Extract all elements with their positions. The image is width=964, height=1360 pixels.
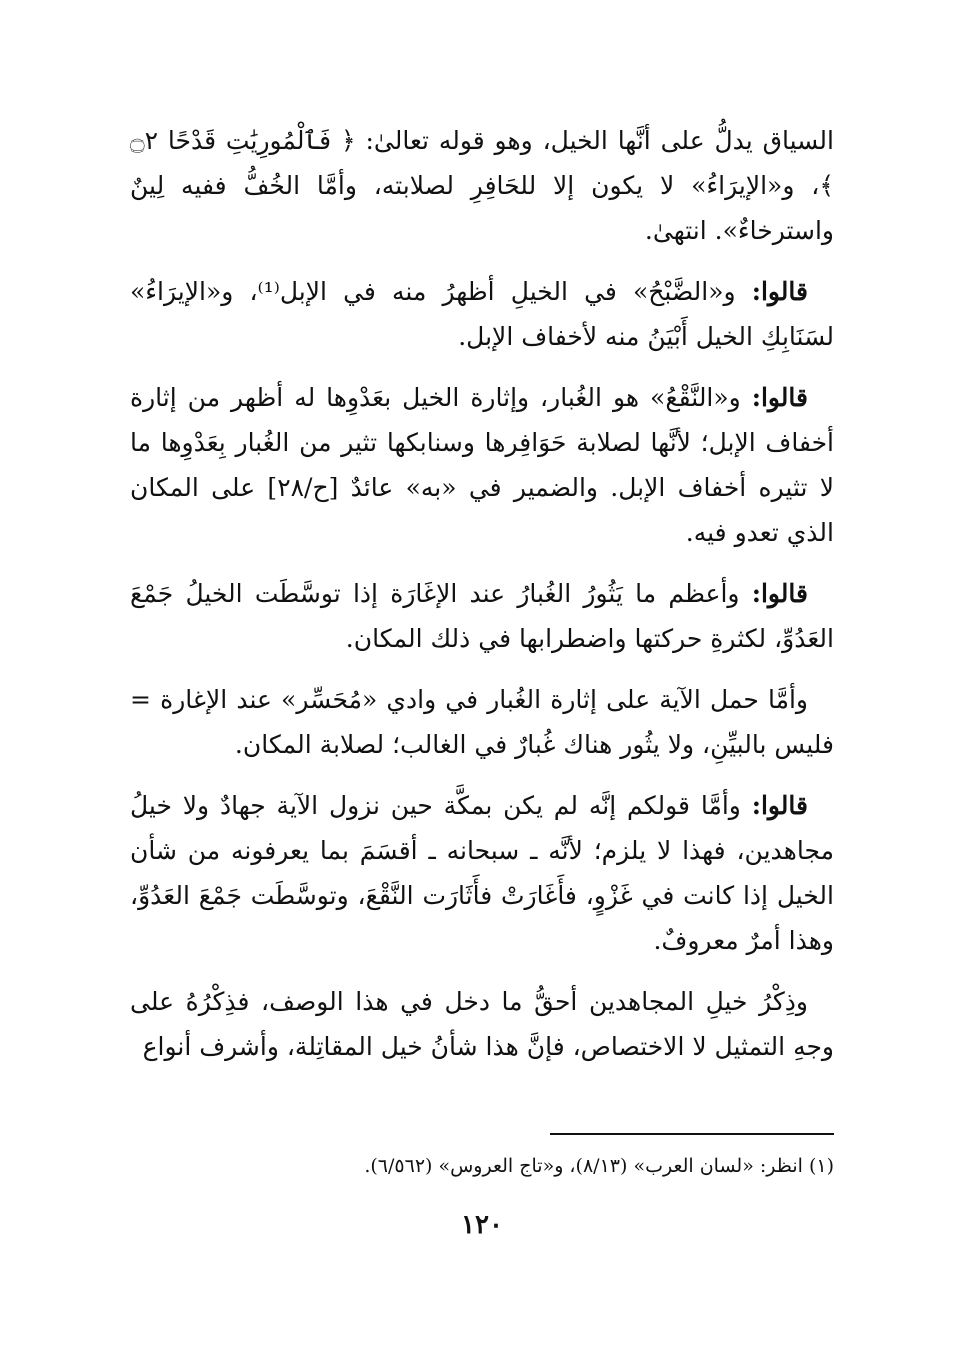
body-text: [130, 118, 834, 1085]
paragraph-6: [130, 783, 834, 963]
paragraph-1: [130, 118, 834, 253]
paragraph-4-lead: قالوا:: [751, 579, 808, 608]
paragraph-7: [130, 979, 834, 1069]
paragraph-3-text: و«النَّقْعُ» هو الغُبار، وإثارة الخيل بعَدْوِها له أظهر من إثارة أخفاف الإبل؛ لأنَّها لصلابة حَوَافِرها وسنابكها تثير من الغُبار بِعَدْوِها ما لا تثيره أخفاف الإبل. والضمير في «به» عائدٌ [ح/٢٨] على المكان الذي تعدو فيه.: [130, 383, 835, 547]
paragraph-7-text: وذِكْرُ خيلِ المجاهدين أحقُّ ما دخل في هذا الوصف، فذِكْرُهُ على وجهِ التمثيل لا الاختصاص، فإنَّ هذا شأنُ خيل المقاتِلة، وأشرف أنواع: [130, 987, 834, 1061]
paragraph-4-text: وأعظم ما يَثُورُ الغُبارُ عند الإغَارَة إذا توسَّطَت الخيلُ جَمْعَ العَدُوِّ، لكثرةِ حركتها واضطرابها في ذلك المكان.: [130, 579, 834, 653]
paragraph-6-text: وأمَّا قولكم إنَّه لم يكن بمكَّة حين نزول الآية جهادٌ ولا خيلُ مجاهدين، فهذا لا يلزم؛ لأنَّه ـ سبحانه ـ أقسَمَ بما يعرفونه من شأن الخيل إذا كانت في غَزْوٍ، فأَغَارَتْ فأَثَارَت النَّقْعَ، وتوسَّطَت جَمْعَ العَدُوِّ، وهذا أمرٌ معروفٌ.: [130, 791, 834, 955]
footnote: (١) انظر: «لسان العرب» (٨/١٣)، و«تاج العروس» (٦/٥٦٢).: [364, 1155, 834, 1177]
paragraph-2-lead: قالوا:: [751, 277, 808, 306]
paragraph-2-text: و«الضَّبْحُ» في الخيلِ أظهرُ منه في الإبل⁽¹⁾، و«الإيرَاءُ» لسَنَابِكِ الخيل أَبْيَنُ منه لأخفاف الإبل.: [130, 277, 834, 351]
paragraph-1-text: السياق يدلُّ على أنَّها الخيل، وهو قوله تعالىٰ: ﴿ فَٱلْمُورِيَٰتِ قَدْحًا ۝٢ ﴾، و«الإيرَاءُ» لا يكون إلا للحَافِرِ لصلابته، وأمَّا الخُفُّ ففيه لِينٌ واسترخاءٌ». انتهىٰ.: [130, 126, 834, 245]
paragraph-3-lead: قالوا:: [751, 383, 808, 412]
footnote-divider: [550, 1133, 834, 1135]
paragraph-5: [130, 677, 834, 767]
paragraph-2: [130, 269, 834, 359]
paragraph-3: [130, 375, 834, 555]
paragraph-5-text: وأمَّا حمل الآية على إثارة الغُبار في وادي «مُحَسِّر» عند الإغارة = فليس بالبيِّنِ، ولا يثُور هناك غُبارٌ في الغالب؛ لصلابة المكان.: [130, 685, 834, 759]
paragraph-4: [130, 571, 834, 661]
page-number: ١٢٠: [461, 1210, 503, 1240]
paragraph-6-lead: قالوا:: [751, 791, 808, 820]
